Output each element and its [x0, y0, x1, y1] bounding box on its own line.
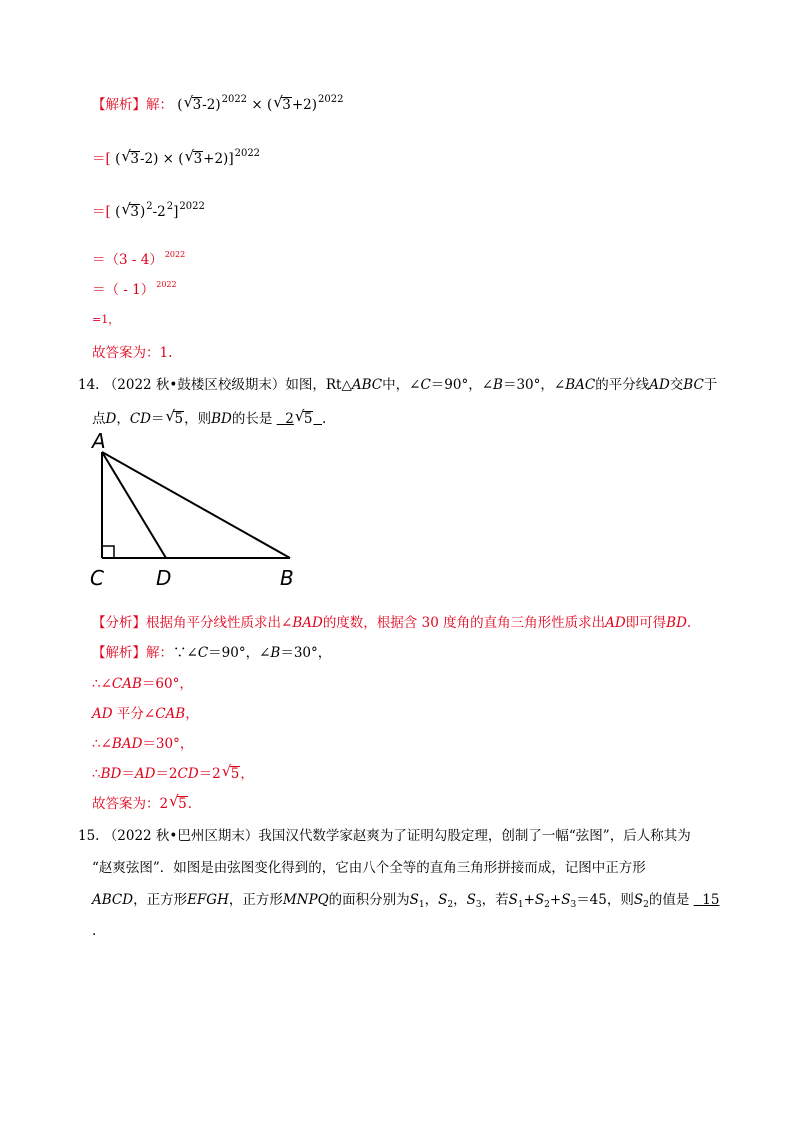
label-d: D — [156, 566, 172, 590]
sqrt-symbol: √ 3 — [273, 93, 291, 113]
answer-13: 故答案为：1. — [92, 345, 173, 361]
problem-14-line-1: 14. （2022 秋•鼓楼区校级期末）如图，Rt△ABC中，∠C＝90°，∠B＝30°，∠BAC的平分线AD交BC于 — [78, 377, 718, 393]
triangle-figure — [86, 428, 316, 593]
answer-14: 故答案为：2 √ 5. — [92, 792, 192, 812]
side-ab — [102, 452, 290, 558]
problem-15-line-1: 15. （2022 秋•巴州区期末）我国汉代数学家赵爽为了证明勾股定理，创制了一幅“弦图”，后人称其为 — [78, 828, 691, 844]
sqrt-symbol: √ 3 — [121, 147, 139, 167]
sqrt-symbol: √ 3 — [184, 147, 203, 167]
sqrt-symbol: √ 5 — [169, 792, 187, 812]
segment-ad — [102, 452, 166, 558]
expression-1: ( √ 3-2)$^{2022}$ × ( √ 3+2)$^{2022}$ — [177, 93, 344, 113]
sqrt-symbol: √ 3 — [183, 93, 202, 113]
solution-line-1 — [92, 93, 344, 116]
answer-blank-15: 15 — [702, 892, 720, 908]
solution-14-line-4: ∴∠BAD＝30°， — [92, 736, 194, 752]
answer-blank: 2 √ 5 — [285, 407, 313, 427]
solution-14-line-1: 【解析】解：∵∠C＝90°，∠B＝30°， — [92, 645, 332, 661]
label-c: C — [90, 566, 104, 590]
solution-line-5: ＝（ - 1） $^{2022}$ — [92, 280, 177, 298]
solution-line-4: ＝（3 - 4） $^{2022}$ — [92, 250, 186, 268]
problem-14-line-2: 点D，CD＝ √ 5，则BD的长是 2 √ 5 . — [92, 407, 327, 427]
solution-line-3: ＝[ ( √ $3)^2-2^2]^{2022}$ — [92, 200, 205, 220]
sqrt-symbol: √ 5 — [221, 762, 240, 782]
problem-15-line-3: ABCD，正方形EFGH，正方形MNPQ的面积分别为$S_1$，$S_2$，$S_3$，若$S_1+S_2+S_3=45$，则$S_2$的值是 15 — [92, 892, 720, 910]
problem-number: 15. — [78, 828, 100, 844]
problem-15-line-4: . — [92, 923, 97, 939]
problem-15-line-2: “赵爽弦图”．如图是由弦图变化得到的，它由八个全等的直角三角形拼接而成，记图中正方形 — [92, 860, 646, 876]
solution-14-line-3: AD 平分∠CAB， — [92, 706, 199, 722]
solution-line-2: ＝[ ( √ 3-2) × ( √ 3+2)]$^{2022}$ — [92, 147, 261, 167]
label-b: B — [280, 566, 294, 590]
sqrt-symbol: √ 5 — [165, 407, 184, 427]
sqrt-symbol: √ 3 — [121, 200, 139, 220]
solution-14-line-5: ∴BD＝AD＝2CD＝2 √ 5， — [92, 762, 254, 782]
problem-number: 14. — [78, 377, 100, 393]
label-a: A — [92, 429, 106, 453]
solution-line-6: =1， — [92, 313, 120, 326]
solution-14-line-2: ∴∠CAB＝60°， — [92, 676, 193, 692]
analysis-14: 【分析】根据角平分线性质求出∠BAD的度数，根据含 30 度角的直角三角形性质求出AD即可得BD. — [92, 615, 692, 631]
right-angle-mark — [102, 546, 114, 558]
solution-tag: 【解析】解： — [92, 97, 173, 113]
